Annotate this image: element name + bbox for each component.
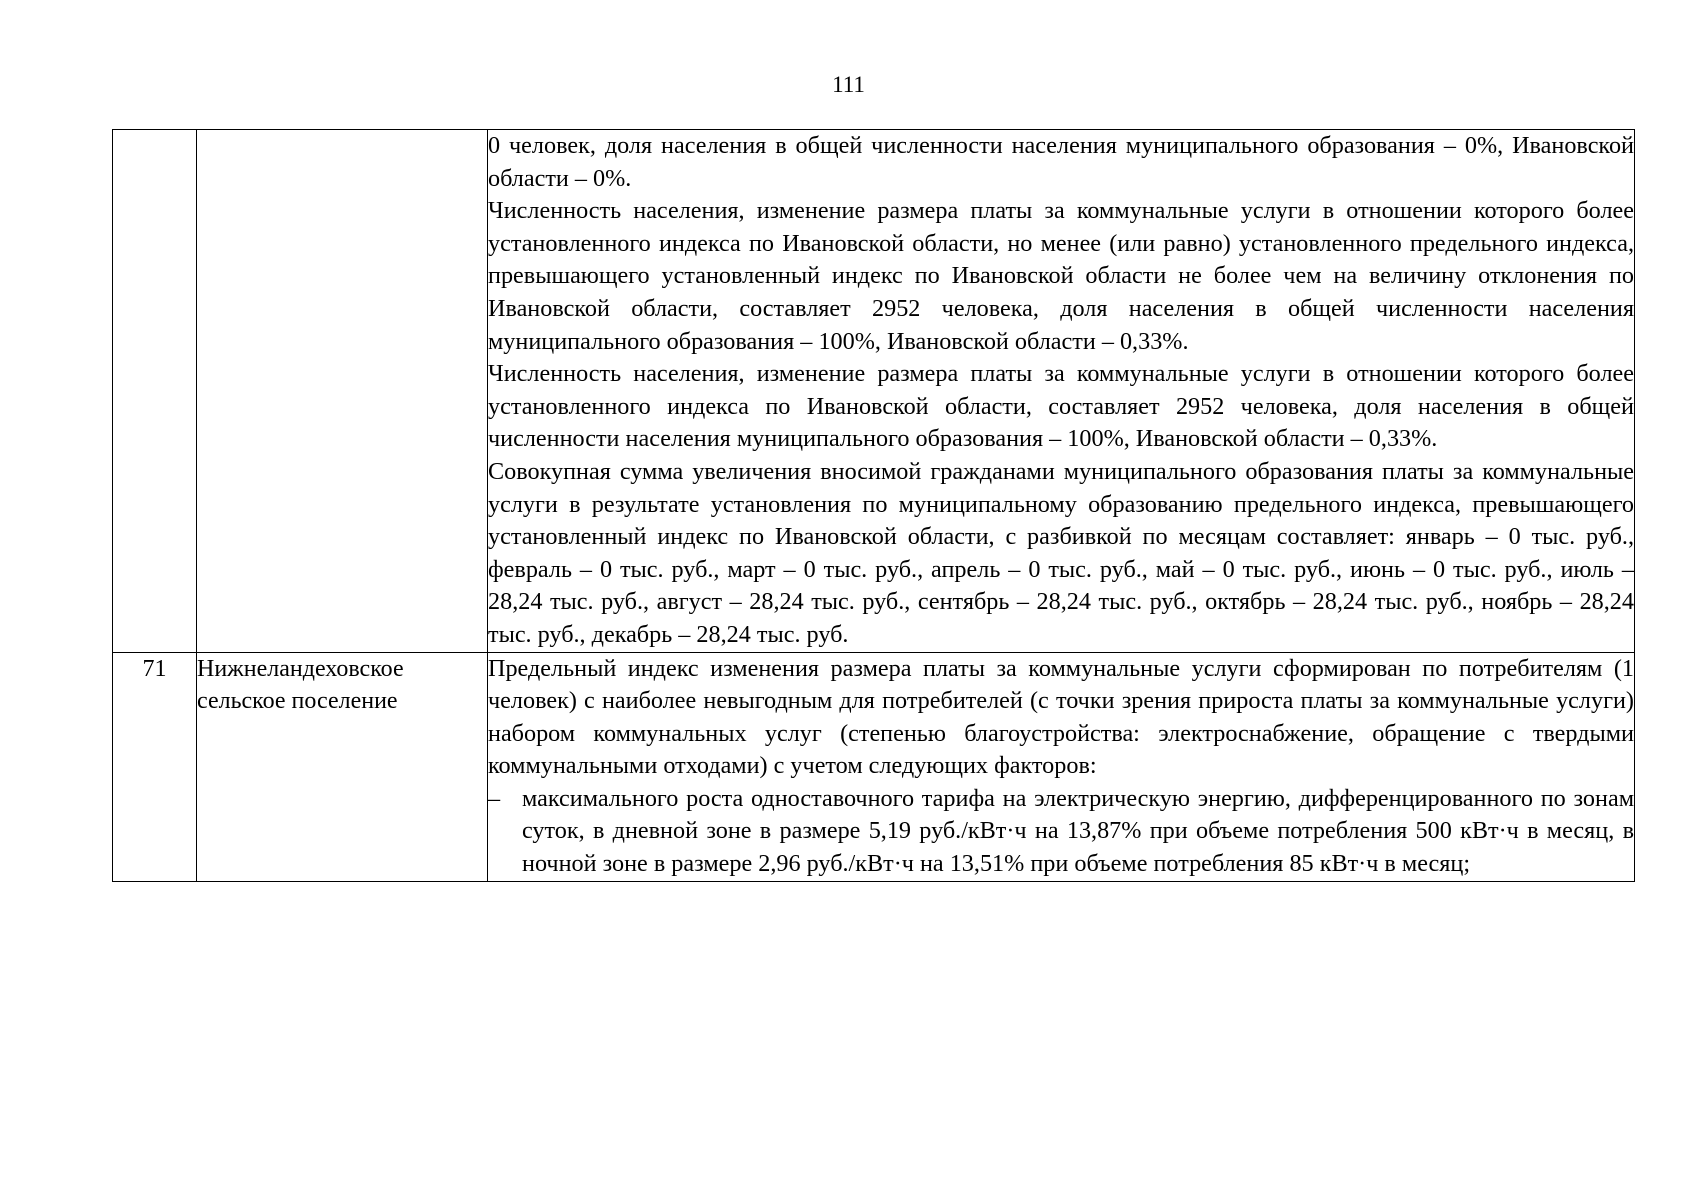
table-row	[113, 130, 1635, 653]
municipal-index-table	[112, 129, 1635, 882]
municipality-name-cell: Нижнеландеховское сельское поселение	[197, 652, 488, 881]
list-item-text: максимального роста одноставочного тарифа на электрическую энергию, дифференцированного по зонам суток, в дневной зоне в размере 5,19 руб./кВт·ч на 13,87% при объеме потребления 500 кВт·ч в месяц, в ночной зоне в размере 2,96 руб./кВт·ч на 13,51% при объеме потребления 85 кВт·ч в месяц;	[522, 784, 1634, 878]
row-number-cell: 71	[113, 652, 197, 881]
page-number: 111	[832, 72, 865, 97]
paragraph: Численность населения, изменение размера платы за коммунальные услуги в отношении которого более установленного индекса по Ивановской области, составляет 2952 человека, доля населения в общей численности населения муниципального образования – 100%, Ивановской области – 0,33%.	[488, 360, 1634, 453]
description-cell	[488, 130, 1635, 653]
list-item	[488, 783, 1634, 881]
paragraph: Численность населения, изменение размера платы за коммунальные услуги в отношении которого более установленного индекса по Ивановской области, но менее (или равно) установленного предельного индекса, превышающего установленный индекс по Ивановской области не более чем на величину отклонения по Ивановской области, составляет 2952 человека, доля населения в общей численности населения муниципального образования – 100%, Ивановской области – 0,33%.	[488, 197, 1634, 355]
paragraph: 0 человек, доля населения в общей численности населения муниципального образования – 0%, Ивановской области – 0%.	[488, 132, 1634, 192]
list-dash: –	[488, 784, 501, 812]
row-number-cell	[113, 130, 197, 653]
table-row	[113, 652, 1635, 881]
paragraph: Совокупная сумма увеличения вносимой гражданами муниципального образования платы за коммунальные услуги в результате установления по муниципальному образованию предельного индекса, превышающего установленный индекс по Ивановской области, с разбивкой по месяцам составляет: январь – 0 тыс. руб., февраль – 0 тыс. руб., март – 0 тыс. руб., апрель – 0 тыс. руб., май – 0 тыс. руб., июнь – 0 тыс. руб., июль – 28,24 тыс. руб., август – 28,24 тыс. руб., сентябрь – 28,24 тыс. руб., октябрь – 28,24 тыс. руб., ноябрь – 28,24 тыс. руб., декабрь – 28,24 тыс. руб.	[488, 457, 1634, 648]
municipality-name-cell	[197, 130, 488, 653]
description-cell	[488, 652, 1635, 881]
paragraph: Предельный индекс изменения размера платы за коммунальные услуги сформирован по потребителям (1 человек) с наиболее невыгодным для потребителей (с точки зрения прироста платы за коммунальные услуги) набором коммунальных услуг (степенью благоустройства: электроснабжение, обращение с твердыми коммунальными отходами) с учетом следующих факторов:	[488, 654, 1634, 780]
